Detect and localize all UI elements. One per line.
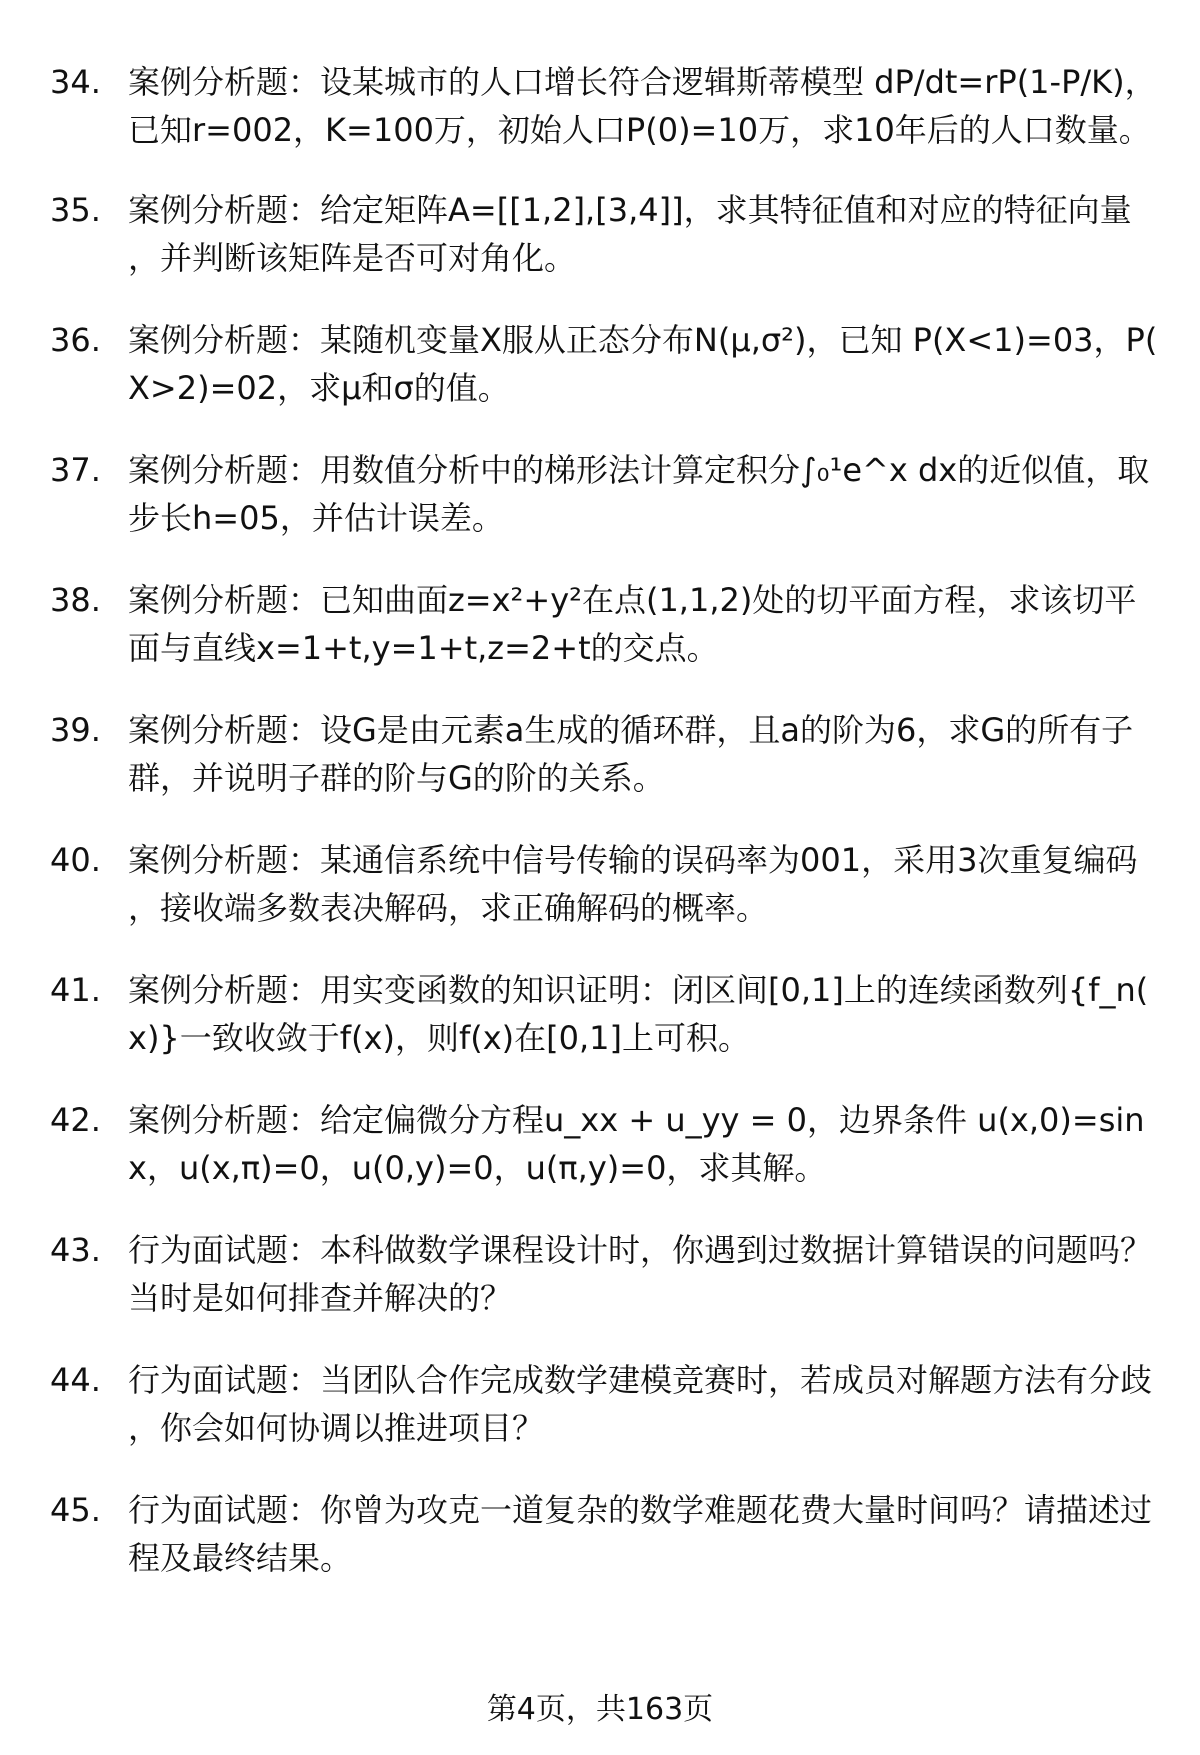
question-text: 案例分析题：已知曲面z=x²+y²在点(1,1,2)处的切平面方程，求该切平面与直线x=1+t,y=1+t,z=2+t的交点。 <box>128 581 1137 667</box>
question-item-36 <box>50 316 1160 412</box>
question-list <box>50 58 1160 1616</box>
question-text: 案例分析题：设G是由元素a生成的循环群，且a的阶为6，求G的所有子群，并说明子群的阶与G的阶的关系。 <box>128 711 1134 797</box>
question-item-38 <box>50 576 1160 672</box>
question-item-43 <box>50 1226 1160 1322</box>
question-number: 34. <box>50 63 101 101</box>
question-number: 43. <box>50 1231 101 1269</box>
question-text: 案例分析题：用数值分析中的梯形法计算定积分∫₀¹e^x dx的近似值，取步长h=05，并估计误差。 <box>128 451 1150 537</box>
question-item-45 <box>50 1486 1160 1582</box>
question-item-40 <box>50 836 1160 932</box>
question-text: 案例分析题：某通信系统中信号传输的误码率为001，采用3次重复编码，接收端多数表决解码，求正确解码的概率。 <box>128 841 1138 927</box>
question-text: 案例分析题：用实变函数的知识证明：闭区间[0,1]上的连续函数列{f_n(x)}一致收敛于f(x)，则f(x)在[0,1]上可积。 <box>128 971 1149 1057</box>
question-item-44 <box>50 1356 1160 1452</box>
question-number: 38. <box>50 581 101 619</box>
question-number: 40. <box>50 841 101 879</box>
question-item-35 <box>50 186 1160 282</box>
question-number: 39. <box>50 711 101 749</box>
question-text: 案例分析题：给定偏微分方程u_xx + u_yy = 0，边界条件 u(x,0)=sinx，u(x,π)=0，u(0,y)=0，u(π,y)=0，求其解。 <box>128 1101 1145 1187</box>
question-item-37 <box>50 446 1160 542</box>
question-number: 41. <box>50 971 101 1009</box>
question-number: 44. <box>50 1361 101 1399</box>
question-text: 行为面试题：本科做数学课程设计时，你遇到过数据计算错误的问题吗？当时是如何排查并解决的？ <box>128 1231 1153 1317</box>
question-text: 案例分析题：给定矩阵A=[[1,2],[3,4]]，求其特征值和对应的特征向量，并判断该矩阵是否可对角化。 <box>128 191 1132 277</box>
question-item-34 <box>50 58 1160 154</box>
question-number: 37. <box>50 451 101 489</box>
question-text: 案例分析题：某随机变量X服从正态分布N(μ,σ²)，已知 P(X<1)=03，P(X>2)=02，求μ和σ的值。 <box>128 321 1158 407</box>
question-number: 36. <box>50 321 101 359</box>
question-text: 行为面试题：你曾为攻克一道复杂的数学难题花费大量时间吗？请描述过程及最终结果。 <box>128 1491 1153 1577</box>
page-number-footer: 第4页，共163页 <box>486 1692 714 1727</box>
question-item-39 <box>50 706 1160 802</box>
question-number: 42. <box>50 1101 101 1139</box>
question-item-42 <box>50 1096 1160 1192</box>
question-text: 行为面试题：当团队合作完成数学建模竞赛时，若成员对解题方法有分歧，你会如何协调以推进项目？ <box>128 1361 1153 1447</box>
question-number: 45. <box>50 1491 101 1529</box>
question-item-41 <box>50 966 1160 1062</box>
question-text: 案例分析题：设某城市的人口增长符合逻辑斯蒂模型 dP/dt=rP(1-P/K)，已知r=002，K=100万，初始人口P(0)=10万，求10年后的人口数量。 <box>128 63 1157 149</box>
question-number: 35. <box>50 191 101 229</box>
